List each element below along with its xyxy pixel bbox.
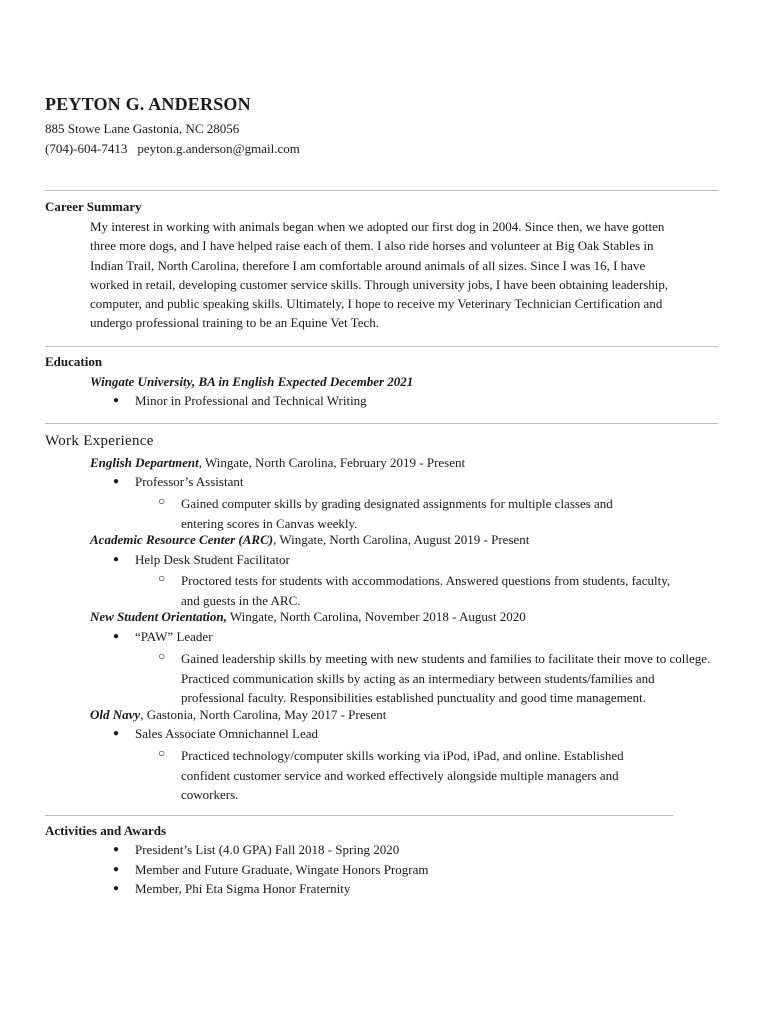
activity-item: President’s List (4.0 GPA) Fall 2018 - Spring 2020 bbox=[135, 842, 400, 857]
bullet-icon: ● bbox=[113, 864, 120, 875]
divider bbox=[45, 346, 718, 347]
job-description: Gained computer skills by grading designated assignments for multiple classes and entering scores in Canvas weekly. bbox=[181, 496, 613, 531]
education-school: Wingate University, BA in English Expected December 2021 bbox=[90, 374, 414, 389]
job-header bbox=[90, 707, 386, 723]
job-header bbox=[90, 455, 465, 471]
job-organization: Old Navy bbox=[90, 707, 141, 722]
bullet-icon: ● bbox=[113, 554, 120, 565]
bullet-icon: ● bbox=[113, 476, 120, 487]
job-description: Gained leadership skills by meeting with new students and families to facilitate their move to college. Practiced communication skills by acting as an intermediary between students/families and professional faculty. Responsibilities established punctuality and good time management. bbox=[181, 651, 711, 705]
bullet-icon: ● bbox=[113, 631, 120, 642]
job-role: “PAW” Leader bbox=[135, 629, 213, 644]
job-role: Help Desk Student Facilitator bbox=[135, 552, 290, 567]
address: 885 Stowe Lane Gastonia, NC 28056 bbox=[45, 121, 240, 136]
bullet-icon: ● bbox=[113, 728, 120, 739]
job-details: , Wingate, North Carolina, February 2019 - Present bbox=[198, 455, 466, 470]
activity-item: Member and Future Graduate, Wingate Honors Program bbox=[135, 862, 429, 877]
job-details: , Gastonia, North Carolina, May 2017 - Present bbox=[140, 707, 387, 722]
education-minor: Minor in Professional and Technical Writing bbox=[135, 393, 367, 408]
education-heading: Education bbox=[45, 354, 103, 369]
job-details: , Wingate, North Carolina, August 2019 - Present bbox=[273, 532, 530, 547]
divider bbox=[45, 190, 718, 191]
bullet-icon: ● bbox=[113, 395, 120, 406]
candidate-name: PEYTON G. ANDERSON bbox=[45, 94, 251, 114]
job-header bbox=[90, 609, 526, 625]
phone-number: (704)-604-7413 bbox=[45, 141, 128, 156]
sub-bullet-icon: ○ bbox=[158, 746, 166, 760]
job-role: Professor’s Assistant bbox=[135, 474, 244, 489]
career-summary-text: My interest in working with animals began when we adopted our first dog in 2004. Since then, we have gotten three more dogs, and I have helped raise each of them. I also ride horses and volunteer at Big Oak Stables in Indian Trail, North Carolina, therefore I am comfortable around animals of all sizes. Since I was 16, I have worked in retail, developing customer service skills. Through university jobs, I have been obtaining leadership, computer, and public speaking skills. Ultimately, I hope to receive my Veterinary Technician Certification and undergo professional training to be an Equine Vet Tech. bbox=[90, 219, 669, 331]
sub-bullet-icon: ○ bbox=[158, 494, 166, 508]
contact-line bbox=[45, 141, 300, 157]
activities-heading: Activities and Awards bbox=[45, 823, 167, 838]
divider bbox=[45, 423, 718, 424]
activity-item: Member, Phi Eta Sigma Honor Fraternity bbox=[135, 881, 351, 896]
bullet-icon: ● bbox=[113, 883, 120, 894]
career-summary-heading: Career Summary bbox=[45, 199, 142, 214]
divider bbox=[45, 815, 673, 816]
job-organization: New Student Orientation, bbox=[90, 609, 227, 624]
work-experience-heading: Work Experience bbox=[45, 433, 154, 449]
sub-bullet-icon: ○ bbox=[158, 571, 166, 585]
job-description: Proctored tests for students with accommodations. Answered questions from students, faculty, and guests in the ARC. bbox=[181, 573, 671, 608]
job-organization: English Department bbox=[90, 455, 199, 470]
job-description: Practiced technology/computer skills working via iPod, iPad, and online. Established confident customer service and worked effectively alongside multiple managers and coworkers. bbox=[181, 748, 624, 802]
email-address: peyton.g.anderson@gmail.com bbox=[137, 141, 300, 156]
sub-bullet-icon: ○ bbox=[158, 649, 166, 663]
job-details: Wingate, North Carolina, November 2018 - August 2020 bbox=[226, 609, 526, 624]
job-role: Sales Associate Omnichannel Lead bbox=[135, 726, 319, 741]
bullet-icon: ● bbox=[113, 844, 120, 855]
job-organization: Academic Resource Center (ARC) bbox=[90, 532, 274, 547]
job-header bbox=[90, 532, 529, 548]
